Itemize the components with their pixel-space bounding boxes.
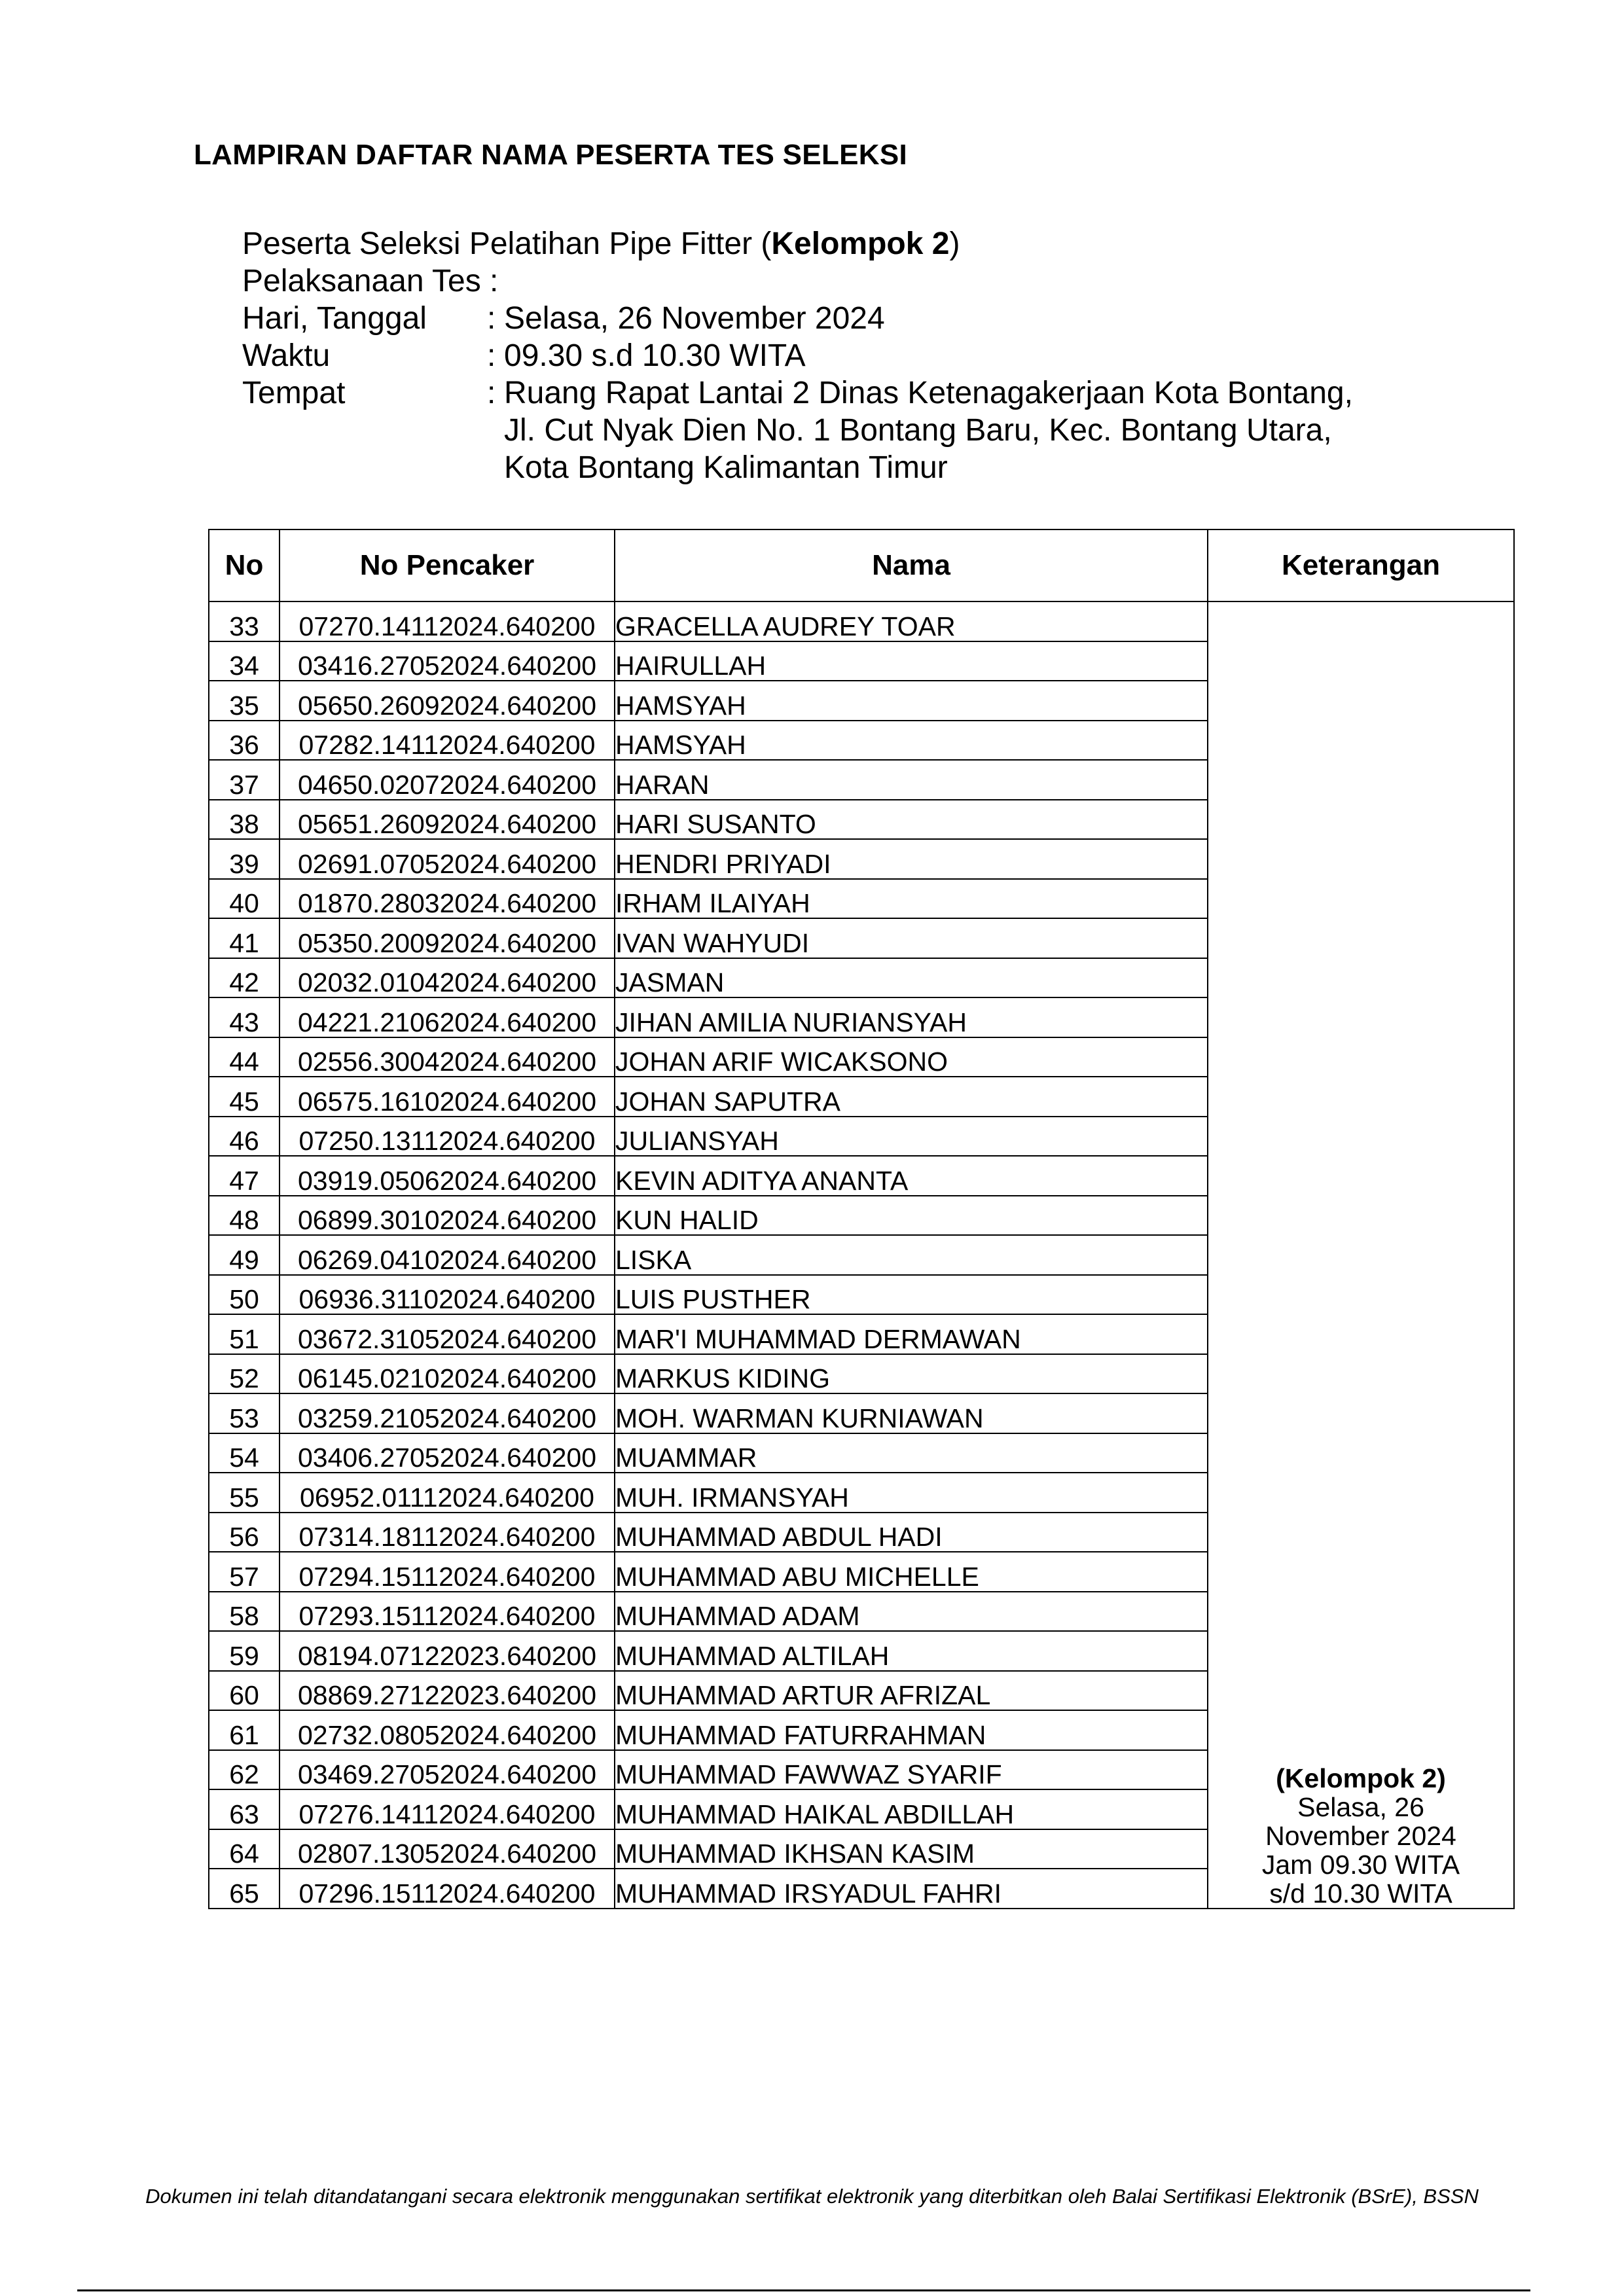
cell-no-pencaker: 06269.04102024.640200 xyxy=(280,1235,615,1275)
cell-no: 54 xyxy=(209,1433,280,1473)
hari-separator: : xyxy=(487,301,496,336)
cell-no: 37 xyxy=(209,760,280,800)
keterangan-line-3: Jam 09.30 WITA xyxy=(1261,1849,1460,1880)
page-title: LAMPIRAN DAFTAR NAMA PESERTA TES SELEKSI xyxy=(194,139,908,171)
cell-no-pencaker: 06575.16102024.640200 xyxy=(280,1077,615,1117)
cell-nama: MUHAMMAD FAWWAZ SYARIF xyxy=(615,1750,1208,1790)
header-no-pencaker: No Pencaker xyxy=(280,529,615,601)
cell-no: 49 xyxy=(209,1235,280,1275)
cell-no: 44 xyxy=(209,1037,280,1077)
cell-no-pencaker: 02556.30042024.640200 xyxy=(280,1037,615,1077)
cell-no: 42 xyxy=(209,958,280,998)
cell-no-pencaker: 07294.15112024.640200 xyxy=(280,1552,615,1592)
tempat-row xyxy=(242,374,1353,412)
cell-nama: HAIRULLAH xyxy=(615,641,1208,681)
cell-nama: HARI SUSANTO xyxy=(615,800,1208,840)
keterangan-line-4: s/d 10.30 WITA xyxy=(1269,1878,1453,1909)
cell-no-pencaker: 02691.07052024.640200 xyxy=(280,839,615,879)
hari-row xyxy=(242,300,1353,337)
cell-no: 59 xyxy=(209,1631,280,1671)
cell-no-pencaker: 02732.08052024.640200 xyxy=(280,1710,615,1750)
cell-no-pencaker: 07296.15112024.640200 xyxy=(280,1869,615,1909)
cell-nama: MARKUS KIDING xyxy=(615,1354,1208,1394)
cell-no-pencaker: 08194.07122023.640200 xyxy=(280,1631,615,1671)
cell-nama: MUHAMMAD ABDUL HADI xyxy=(615,1513,1208,1552)
cell-no: 64 xyxy=(209,1829,280,1869)
keterangan-line-1: Selasa, 26 xyxy=(1297,1791,1424,1822)
tempat-line-1: Ruang Rapat Lantai 2 Dinas Ketenagakerjaan Kota Bontang, xyxy=(504,376,1353,410)
cell-no-pencaker: 03919.05062024.640200 xyxy=(280,1156,615,1196)
cell-nama: JULIANSYAH xyxy=(615,1117,1208,1157)
cell-no: 35 xyxy=(209,681,280,721)
cell-nama: HAMSYAH xyxy=(615,681,1208,721)
waktu-label: Waktu xyxy=(242,338,331,373)
cell-nama: MUAMMAR xyxy=(615,1433,1208,1473)
cell-nama: LUIS PUSTHER xyxy=(615,1275,1208,1315)
intro-line xyxy=(242,225,1353,262)
cell-no: 47 xyxy=(209,1156,280,1196)
e-signature-note: Dokumen ini telah ditandatangani secara elektronik menggunakan sertifikat elektronik yang diterbitkan oleh Balai Sertifikasi Elektronik (BSrE), BSSN xyxy=(145,2185,1479,2208)
cell-no: 43 xyxy=(209,997,280,1037)
cell-nama: HENDRI PRIYADI xyxy=(615,839,1208,879)
cell-no: 50 xyxy=(209,1275,280,1315)
waktu-value: 09.30 s.d 10.30 WITA xyxy=(504,338,806,373)
cell-nama: HARAN xyxy=(615,760,1208,800)
cell-nama: MUHAMMAD FATURRAHMAN xyxy=(615,1710,1208,1750)
cell-no: 40 xyxy=(209,879,280,919)
cell-no: 39 xyxy=(209,839,280,879)
cell-nama: MUHAMMAD ALTILAH xyxy=(615,1631,1208,1671)
cell-nama: MOH. WARMAN KURNIAWAN xyxy=(615,1393,1208,1433)
cell-no: 41 xyxy=(209,918,280,958)
cell-no: 53 xyxy=(209,1393,280,1433)
bottom-divider xyxy=(77,2289,1530,2291)
cell-no: 33 xyxy=(209,601,280,641)
cell-nama: MAR'I MUHAMMAD DERMAWAN xyxy=(615,1314,1208,1354)
cell-no-pencaker: 06899.30102024.640200 xyxy=(280,1196,615,1236)
table-body xyxy=(209,601,1514,1909)
tempat-label: Tempat xyxy=(242,376,346,410)
cell-no-pencaker: 05651.26092024.640200 xyxy=(280,800,615,840)
pelaksanaan-label: Pelaksanaan Tes : xyxy=(242,264,499,298)
hari-value: Selasa, 26 November 2024 xyxy=(504,301,885,336)
cell-no: 46 xyxy=(209,1117,280,1157)
cell-nama: MUHAMMAD IKHSAN KASIM xyxy=(615,1829,1208,1869)
cell-no: 61 xyxy=(209,1710,280,1750)
cell-no-pencaker: 03259.21052024.640200 xyxy=(280,1393,615,1433)
keterangan-group: (Kelompok 2) xyxy=(1276,1763,1446,1793)
cell-no: 60 xyxy=(209,1671,280,1711)
cell-no-pencaker: 03416.27052024.640200 xyxy=(280,641,615,681)
table-header-row xyxy=(209,529,1514,601)
cell-no-pencaker: 07293.15112024.640200 xyxy=(280,1592,615,1632)
cell-nama: IRHAM ILAIYAH xyxy=(615,879,1208,919)
cell-nama: KUN HALID xyxy=(615,1196,1208,1236)
cell-nama: JOHAN ARIF WICAKSONO xyxy=(615,1037,1208,1077)
cell-nama: JOHAN SAPUTRA xyxy=(615,1077,1208,1117)
cell-nama: JASMAN xyxy=(615,958,1208,998)
cell-no-pencaker: 05350.20092024.640200 xyxy=(280,918,615,958)
cell-no: 45 xyxy=(209,1077,280,1117)
cell-no-pencaker: 02807.13052024.640200 xyxy=(280,1829,615,1869)
cell-no: 34 xyxy=(209,641,280,681)
cell-no-pencaker: 07314.18112024.640200 xyxy=(280,1513,615,1552)
cell-no: 48 xyxy=(209,1196,280,1236)
cell-nama: MUHAMMAD ABU MICHELLE xyxy=(615,1552,1208,1592)
cell-nama: MUHAMMAD IRSYADUL FAHRI xyxy=(615,1869,1208,1909)
cell-no-pencaker: 03469.27052024.640200 xyxy=(280,1750,615,1790)
cell-no-pencaker: 05650.26092024.640200 xyxy=(280,681,615,721)
tempat-separator: : xyxy=(487,376,496,410)
tempat-line-2: Jl. Cut Nyak Dien No. 1 Bontang Baru, Kec. Bontang Utara, xyxy=(504,413,1332,448)
header-keterangan: Keterangan xyxy=(1208,529,1514,601)
cell-no: 57 xyxy=(209,1552,280,1592)
cell-no-pencaker: 04650.02072024.640200 xyxy=(280,760,615,800)
cell-no-pencaker: 08869.27122023.640200 xyxy=(280,1671,615,1711)
participant-table xyxy=(208,529,1515,1909)
intro-group: Kelompok 2 xyxy=(771,226,950,261)
waktu-row xyxy=(242,337,1353,374)
cell-no: 65 xyxy=(209,1869,280,1909)
hari-label: Hari, Tanggal xyxy=(242,301,427,336)
cell-nama: MUH. IRMANSYAH xyxy=(615,1473,1208,1513)
cell-nama: MUHAMMAD ADAM xyxy=(615,1592,1208,1632)
cell-no: 62 xyxy=(209,1750,280,1790)
cell-nama: JIHAN AMILIA NURIANSYAH xyxy=(615,997,1208,1037)
cell-no: 51 xyxy=(209,1314,280,1354)
cell-no-pencaker: 03672.31052024.640200 xyxy=(280,1314,615,1354)
cell-no: 55 xyxy=(209,1473,280,1513)
cell-no: 36 xyxy=(209,721,280,761)
cell-no-pencaker: 02032.01042024.640200 xyxy=(280,958,615,998)
cell-no-pencaker: 03406.27052024.640200 xyxy=(280,1433,615,1473)
cell-no-pencaker: 07270.14112024.640200 xyxy=(280,601,615,641)
cell-no-pencaker: 07250.13112024.640200 xyxy=(280,1117,615,1157)
cell-nama: MUHAMMAD HAIKAL ABDILLAH xyxy=(615,1789,1208,1829)
cell-no-pencaker: 06936.31102024.640200 xyxy=(280,1275,615,1315)
cell-no-pencaker: 01870.28032024.640200 xyxy=(280,879,615,919)
header-no: No xyxy=(209,529,280,601)
cell-nama: LISKA xyxy=(615,1235,1208,1275)
test-info-block xyxy=(242,225,1353,486)
cell-no: 63 xyxy=(209,1789,280,1829)
cell-no: 56 xyxy=(209,1513,280,1552)
cell-no-pencaker: 04221.21062024.640200 xyxy=(280,997,615,1037)
cell-nama: IVAN WAHYUDI xyxy=(615,918,1208,958)
tempat-line-3: Kota Bontang Kalimantan Timur xyxy=(504,450,948,485)
waktu-separator: : xyxy=(487,338,496,373)
cell-no-pencaker: 06952.01112024.640200 xyxy=(280,1473,615,1513)
cell-nama: KEVIN ADITYA ANANTA xyxy=(615,1156,1208,1196)
table-row xyxy=(209,601,1514,641)
cell-keterangan xyxy=(1208,601,1514,1909)
cell-no-pencaker: 07276.14112024.640200 xyxy=(280,1789,615,1829)
cell-no: 38 xyxy=(209,800,280,840)
keterangan-line-2: November 2024 xyxy=(1265,1820,1456,1851)
header-nama: Nama xyxy=(615,529,1208,601)
cell-nama: HAMSYAH xyxy=(615,721,1208,761)
cell-no: 58 xyxy=(209,1592,280,1632)
cell-no-pencaker: 07282.14112024.640200 xyxy=(280,721,615,761)
cell-no: 52 xyxy=(209,1354,280,1394)
cell-no-pencaker: 06145.02102024.640200 xyxy=(280,1354,615,1394)
intro-prefix: Peserta Seleksi Pelatihan Pipe Fitter ( xyxy=(242,226,772,261)
intro-suffix: ) xyxy=(949,226,960,261)
cell-nama: MUHAMMAD ARTUR AFRIZAL xyxy=(615,1671,1208,1711)
cell-nama: GRACELLA AUDREY TOAR xyxy=(615,601,1208,641)
